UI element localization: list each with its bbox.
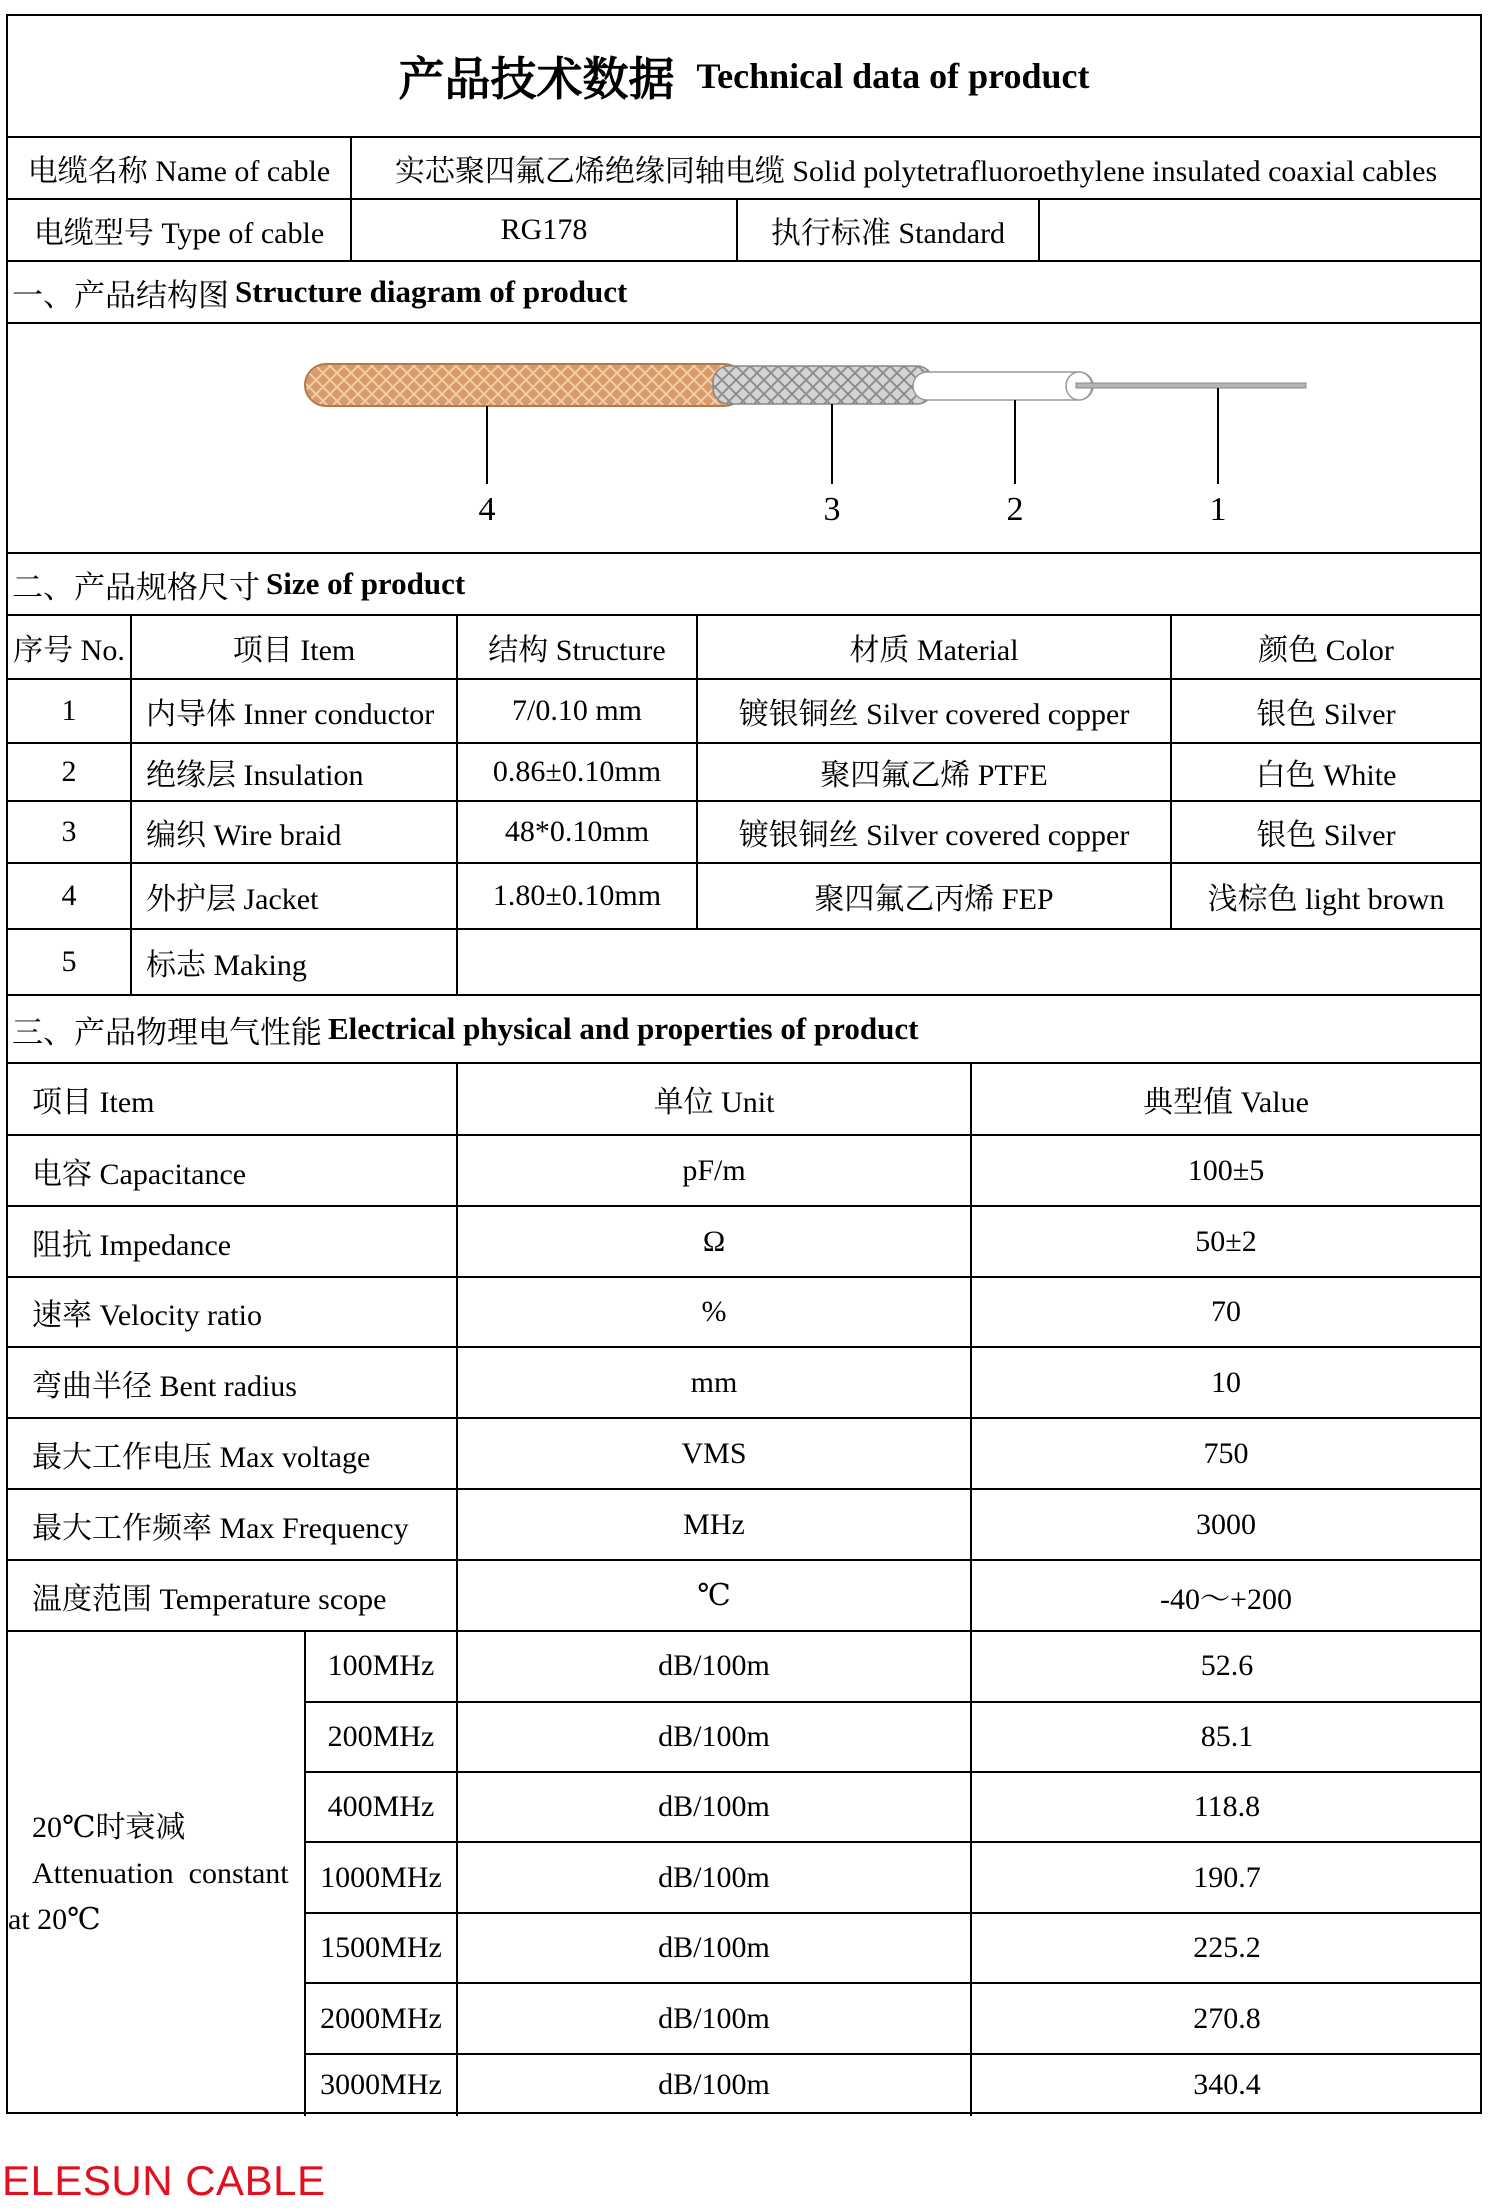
table-row [306,1912,1482,1982]
table-row [8,1346,1480,1417]
size-row-material: 镀银铜丝 Silver covered copper [738,698,1130,731]
size-row-no: 5 [61,945,77,978]
atten-value: 85.1 [1200,1720,1254,1753]
table-row [8,800,1480,862]
atten-value: 118.8 [1193,1790,1261,1823]
elec-row-unit: pF/m [682,1153,746,1187]
braid-layer [713,366,933,404]
atten-unit: dB/100m [658,2067,770,2101]
size-row-no: 2 [61,755,77,788]
section1-en: Structure diagram of product [235,274,628,309]
size-row-no: 1 [61,694,77,727]
elec-row-unit: % [701,1295,727,1328]
section2-cn: 二、产品规格尺寸 [12,569,260,606]
table-row [8,928,1480,994]
elec-row-item: 弯曲半径 Bent radius [32,1369,297,1403]
atten-freq: 1000MHz [320,1860,442,1894]
callout-4: 4 [478,491,496,528]
cable-name-value: 实芯聚四氟乙烯绝缘同轴电缆 Solid polytetrafluoroethylene insulated coaxial cables [394,155,1438,188]
attenuation-label-cn: 20℃时衰减 [32,1811,186,1844]
atten-freq: 100MHz [327,1648,435,1682]
size-row-item: 绝缘层 Insulation [146,759,364,792]
size-row-structure: 1.80±0.10mm [492,879,662,912]
table-row [8,1417,1480,1488]
size-row-structure: 7/0.10 mm [511,694,642,727]
elec-row-unit: mm [690,1365,738,1399]
size-row-item: 编织 Wire braid [146,819,342,852]
size-row-no: 3 [61,815,77,848]
size-header-item: 项目 Item [232,634,356,667]
section3-cn: 三、产品物理电气性能 [12,1014,322,1051]
atten-unit: dB/100m [658,1720,770,1753]
atten-value: 340.4 [1193,2067,1261,2101]
title-en: Technical data of product [696,56,1090,96]
size-table-header [8,614,1480,678]
cable-type-row [8,198,1480,260]
size-row-item: 标志 Making [146,949,307,982]
conductor-layer [1076,383,1306,388]
technical-data-sheet [6,14,1482,2114]
size-header-material: 材质 Material [849,634,1019,667]
size-row-material: 聚四氟乙烯 PTFE [820,759,1048,792]
elec-row-value: 750 [1203,1436,1249,1470]
size-header-structure: 结构 Structure [488,634,666,667]
section2-header [8,552,1480,614]
section1-header [8,260,1480,322]
jacket-layer [305,364,745,406]
size-row-color: 浅棕色 light brown [1207,883,1445,916]
elec-row-item: 速率 Velocity ratio [32,1299,262,1332]
brand-footer: ELESUN CABLE [2,2157,326,2204]
table-row [8,1488,1480,1559]
section3-header [8,994,1480,1062]
atten-unit: dB/100m [658,1648,770,1682]
size-row-structure: 0.86±0.10mm [492,755,662,788]
atten-unit: dB/100m [658,1931,770,1964]
table-row [8,742,1480,800]
table-row [306,1630,1482,1701]
elec-row-item: 最大工作电压 Max voltage [32,1440,371,1474]
table-row [8,678,1480,742]
table-row [306,1841,1482,1912]
size-row-no: 4 [61,879,77,912]
attenuation-label-en: Attenuation constant [32,1857,289,1890]
table-row [306,1982,1482,2053]
standard-label: 执行标准 Standard [770,217,1006,250]
atten-freq: 2000MHz [320,2001,442,2035]
callout-2: 2 [1006,491,1024,528]
table-row [8,1559,1480,1630]
table-row [306,2053,1482,2114]
elec-header-item: 项目 Item [32,1086,155,1119]
table-row [306,1701,1482,1771]
cable-name-label: 电缆名称 Name of cable [27,155,331,188]
size-row-material: 镀银铜丝 Silver covered copper [738,819,1130,852]
atten-value: 190.7 [1193,1860,1261,1894]
section1-cn: 一、产品结构图 [12,277,229,314]
size-header-color: 颜色 Color [1258,634,1394,667]
atten-freq: 200MHz [327,1720,435,1753]
elec-row-item: 温度范围 Temperature scope [32,1582,387,1616]
elec-row-unit: VMS [681,1436,747,1470]
atten-freq: 3000MHz [320,2067,442,2101]
elec-header-unit: 单位 Unit [653,1086,775,1119]
structure-diagram-area [8,322,1480,552]
elec-row-value: 3000 [1196,1507,1256,1541]
elec-row-value: 100±5 [1187,1153,1265,1187]
elec-row-item: 电容 Capacitance [32,1157,247,1191]
attenuation-label-temp: at 20℃ [8,1903,101,1936]
atten-unit: dB/100m [658,1860,770,1894]
section2-en: Size of product [266,566,466,601]
table-row [8,1205,1480,1276]
atten-unit: dB/100m [658,1790,770,1823]
elec-row-value: -40～+200 [1160,1582,1292,1616]
atten-value: 270.8 [1193,2001,1261,2035]
size-header-no: 序号 No. [13,634,125,667]
elec-header-value: 典型值 Value [1143,1086,1309,1119]
size-row-material: 聚四氟乙丙烯 FEP [814,883,1054,916]
elec-row-value: 50±2 [1195,1224,1257,1258]
atten-value: 52.6 [1200,1648,1254,1682]
elec-row-unit: Ω [702,1224,726,1258]
size-row-item: 内导体 Inner conductor [146,698,435,731]
atten-freq: 400MHz [327,1790,435,1823]
insulation-layer [913,372,1093,400]
atten-unit: dB/100m [658,2001,770,2035]
callout-3: 3 [823,491,841,528]
size-row-structure: 48*0.10mm [504,815,650,848]
attenuation-label [8,1632,304,2116]
table-row [8,1276,1480,1346]
page-title [8,16,1480,136]
size-row-marking-value [458,930,1480,994]
cable-type-value: RG178 [500,213,588,246]
elec-table-header [8,1062,1480,1134]
callout-1: 1 [1209,491,1227,528]
cable-structure-diagram [8,324,1484,552]
size-row-color: 银色 Silver [1256,698,1396,731]
elec-row-unit: ℃ [697,1579,731,1612]
size-row-color: 银色 Silver [1256,819,1396,852]
title-cn: 产品技术数据 [398,52,675,106]
table-row [8,862,1480,928]
elec-row-item: 最大工作频率 Max Frequency [32,1511,409,1545]
size-row-item: 外护层 Jacket [146,883,319,916]
table-row [8,1134,1480,1205]
section3-en: Electrical physical and properties of product [328,1011,919,1046]
cable-type-label: 电缆型号 Type of cable [33,217,325,250]
elec-row-value: 70 [1211,1295,1241,1328]
elec-row-item: 阻抗 Impedance [32,1228,232,1262]
atten-freq: 1500MHz [320,1931,442,1964]
size-row-color: 白色 White [1255,759,1397,792]
table-row [306,1771,1482,1841]
elec-row-unit: MHz [683,1507,745,1541]
cable-name-row [8,136,1480,198]
standard-value [1040,200,1480,260]
atten-value: 225.2 [1193,1931,1261,1964]
elec-row-value: 10 [1211,1365,1241,1399]
